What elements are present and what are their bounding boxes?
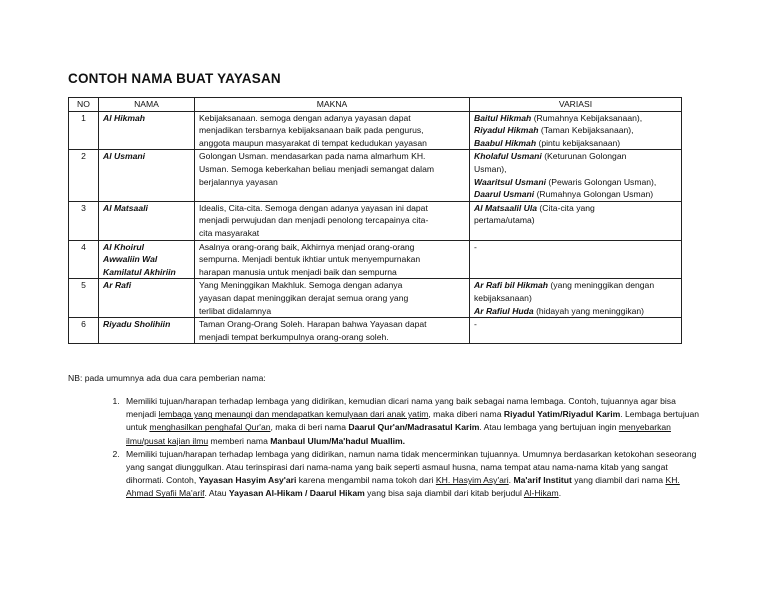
variasi-name: Waaritsul Usmani (474, 176, 546, 187)
cell-nama: Al Hikmah (99, 111, 195, 150)
header-makna: MAKNA (195, 98, 470, 112)
variasi-desc: (Taman Kebijaksanaan), (538, 125, 634, 136)
text-segment: , maka di beri nama (270, 422, 349, 433)
naming-methods-list (68, 395, 700, 501)
makna-line: Usman. Semoga keberkahan beliau menjadi semangat dalam (199, 163, 435, 174)
makna-line: cita masyarakat (199, 227, 260, 238)
cell-no: 4 (69, 240, 99, 279)
names-table (68, 97, 682, 344)
variasi-desc: - (474, 241, 477, 252)
makna-line: menjadikan tersbarnya kebijaksanaan baik pada pengurus, (199, 125, 424, 136)
underlined-text: menghasilkan penghafal Qur'an (149, 422, 271, 433)
makna-line: anggota maupun masyarakat di tempat kedudukan yayasan (199, 137, 427, 148)
text-segment: . (558, 488, 562, 499)
variasi-desc: (Pewaris Golongan Usman), (545, 176, 657, 187)
list-item (122, 448, 700, 501)
variasi-line (474, 137, 677, 150)
text-segment: . Atau lembaga yang bertujuan ingin (479, 422, 619, 433)
variasi-name: Kholaful Usmani (474, 151, 542, 162)
cell-variasi (470, 279, 682, 318)
header-no: NO (69, 98, 99, 112)
cell-variasi (470, 318, 682, 344)
variasi-line (474, 318, 677, 331)
variasi-desc: (hidayah yang meninggikan) (533, 305, 645, 316)
text-segment: Memiliki tujuan/harapan terhadap lembaga yang didirikan, namun nama tidak mencerminkan tujuannya. Umumnya berdasarkan ketokohan seseorang yang sangat diunggulkan. Atau terinspirasi dari nama-nama yang baik seperti asmaul husna, nama tempat atau nama-nama kitab yang sangat dihormati. Contoh, (126, 448, 697, 486)
variasi-name: Al Matsaalil Ula (474, 202, 538, 213)
cell-makna (195, 240, 470, 279)
cell-makna (195, 150, 470, 201)
cell-makna (195, 318, 470, 344)
text-segment: . Atau (204, 488, 229, 499)
cell-variasi (470, 111, 682, 150)
variasi-line (474, 150, 677, 163)
table-row (69, 279, 682, 318)
variasi-desc: (Cita-cita yang (537, 202, 595, 213)
variasi-name: Ar Rafi bil Hikmah (474, 280, 549, 291)
makna-line: Idealis, Cita-cita. Semoga dengan adanya yayasan ini dapat (199, 202, 428, 213)
nama-line: Kamilatul Akhiriin (103, 266, 176, 277)
makna-line: Taman Orang-Orang Soleh. Harapan bahwa Yayasan dapat (199, 319, 427, 330)
makna-line: menjadi perwujudan dan menjadi penolong tercapainya cita- (199, 215, 429, 226)
text-segment: . (508, 475, 514, 486)
variasi-line (474, 241, 677, 254)
variasi-desc: (pintu kebijaksanaan) (536, 137, 621, 148)
text-segment: memberi nama (208, 435, 271, 446)
makna-line: terlibat didalamnya (199, 305, 272, 316)
variasi-desc: kebijaksanaan) (474, 292, 532, 303)
bold-text: Manbaul Ulum/Ma'hadul Muallim. (270, 435, 406, 446)
table-row (69, 318, 682, 344)
text-segment: yang diambil dari nama (571, 475, 666, 486)
variasi-name: Daarul Usmani (474, 189, 535, 200)
cell-no: 5 (69, 279, 99, 318)
cell-makna (195, 279, 470, 318)
table-row (69, 111, 682, 150)
bold-text: Daarul Qur'an/Madrasatul Karim (348, 422, 480, 433)
variasi-desc: (Rumahnya Kebijaksanaan), (531, 112, 643, 123)
underlined-text: KH. Hasyim Asy'ari (435, 475, 509, 486)
cell-no: 1 (69, 111, 99, 150)
text-segment: . Lembaga bertujuan untuk (126, 409, 700, 433)
cell-no: 3 (69, 201, 99, 240)
table-row (69, 240, 682, 279)
cell-nama (99, 240, 195, 279)
makna-line: Kebijaksanaan. semoga dengan adanya yayasan dapat (199, 112, 411, 123)
variasi-line (474, 188, 677, 201)
variasi-desc: - (474, 319, 477, 330)
text-segment: karena mengambil nama tokoh dari (296, 475, 436, 486)
table-header-row (69, 98, 682, 112)
underlined-text: menyebarkan ilmu/pusat kajian ilmu (126, 422, 671, 446)
variasi-name: Baitul Hikmah (474, 112, 532, 123)
nama-line: Awwaliin Wal (103, 254, 158, 265)
variasi-line (474, 124, 677, 137)
makna-line: menjadi tempat berkumpulnya orang-orang soleh. (199, 331, 389, 342)
nama-line: Al Khoirul (103, 241, 145, 252)
makna-line: harapan manusia untuk menjadi baik dan sempurna (199, 266, 397, 277)
variasi-desc: pertama/utama) (474, 215, 535, 226)
cell-variasi (470, 240, 682, 279)
bold-text: Ma'arif Institut (513, 475, 572, 486)
cell-makna (195, 111, 470, 150)
makna-line: yayasan dapat meninggikan derajat semua orang yang (199, 292, 409, 303)
variasi-line (474, 112, 677, 125)
text-segment: , maka diberi nama (428, 409, 504, 420)
makna-line: Golongan Usman. mendasarkan pada nama almarhum KH. (199, 151, 426, 162)
header-nama: NAMA (99, 98, 195, 112)
table-row (69, 150, 682, 201)
cell-nama: Ar Rafi (99, 279, 195, 318)
variasi-line (474, 163, 677, 176)
list-item (122, 395, 700, 448)
table-row (69, 201, 682, 240)
underlined-text: KH. Ahmad Syafii Ma'arif (126, 475, 680, 499)
underlined-text: lembaga yang menaungi dan mendapatkan kemulyaan dari anak yatim (158, 409, 429, 420)
makna-line: Asalnya orang-orang baik, Akhirnya menjad orang-orang (199, 241, 415, 252)
cell-nama: Riyadu Sholihiin (99, 318, 195, 344)
text-segment: Memiliki tujuan/harapan terhadap lembaga yang didirikan, kemudian dicari nama yang baik sebagai nama lembaga. Contoh, tujuannya agar bisa menjadi (126, 396, 676, 420)
cell-nama: Al Matsaali (99, 201, 195, 240)
variasi-line (474, 176, 677, 189)
bold-text: Yayasan Hasyim Asy'ari (198, 475, 297, 486)
page-title: CONTOH NAMA BUAT YAYASAN (68, 71, 281, 86)
cell-nama: Al Usmani (99, 150, 195, 201)
makna-line: sempurna. Menjadi bentuk ikhtiar untuk menyempurnakan (199, 254, 421, 265)
cell-makna (195, 201, 470, 240)
variasi-line (474, 214, 677, 227)
bold-text: Riyadul Yatim/Riyadul Karim (503, 409, 621, 420)
cell-no: 2 (69, 150, 99, 201)
underlined-text: Al-Hikam (523, 488, 559, 499)
variasi-line (474, 279, 677, 292)
variasi-desc: (yang meninggikan dengan (548, 280, 655, 291)
variasi-desc: (Rumahnya Golongan Usman) (534, 189, 654, 200)
cell-no: 6 (69, 318, 99, 344)
text-segment: yang bisa saja diambil dari kitab berjudul (364, 488, 524, 499)
variasi-name: Ar Rafiul Huda (474, 305, 534, 316)
cell-variasi (470, 150, 682, 201)
variasi-line (474, 292, 677, 305)
cell-variasi (470, 201, 682, 240)
makna-line: Yang Meninggikan Makhluk. Semoga dengan adanya (199, 280, 403, 291)
variasi-line (474, 305, 677, 318)
header-variasi: VARIASI (470, 98, 682, 112)
nb-note: NB: pada umumnya ada dua cara pemberian nama: (68, 373, 266, 383)
variasi-line (474, 202, 677, 215)
table-body (69, 111, 682, 344)
bold-text: Yayasan Al-Hikam / Daarul Hikam (228, 488, 365, 499)
variasi-desc: (Keturunan Golongan (541, 151, 627, 162)
variasi-desc: Usman), (474, 163, 507, 174)
variasi-name: Riyadul Hikmah (474, 125, 539, 136)
makna-line: berjalannya yayasan (199, 176, 278, 187)
variasi-name: Baabul Hikmah (474, 137, 537, 148)
